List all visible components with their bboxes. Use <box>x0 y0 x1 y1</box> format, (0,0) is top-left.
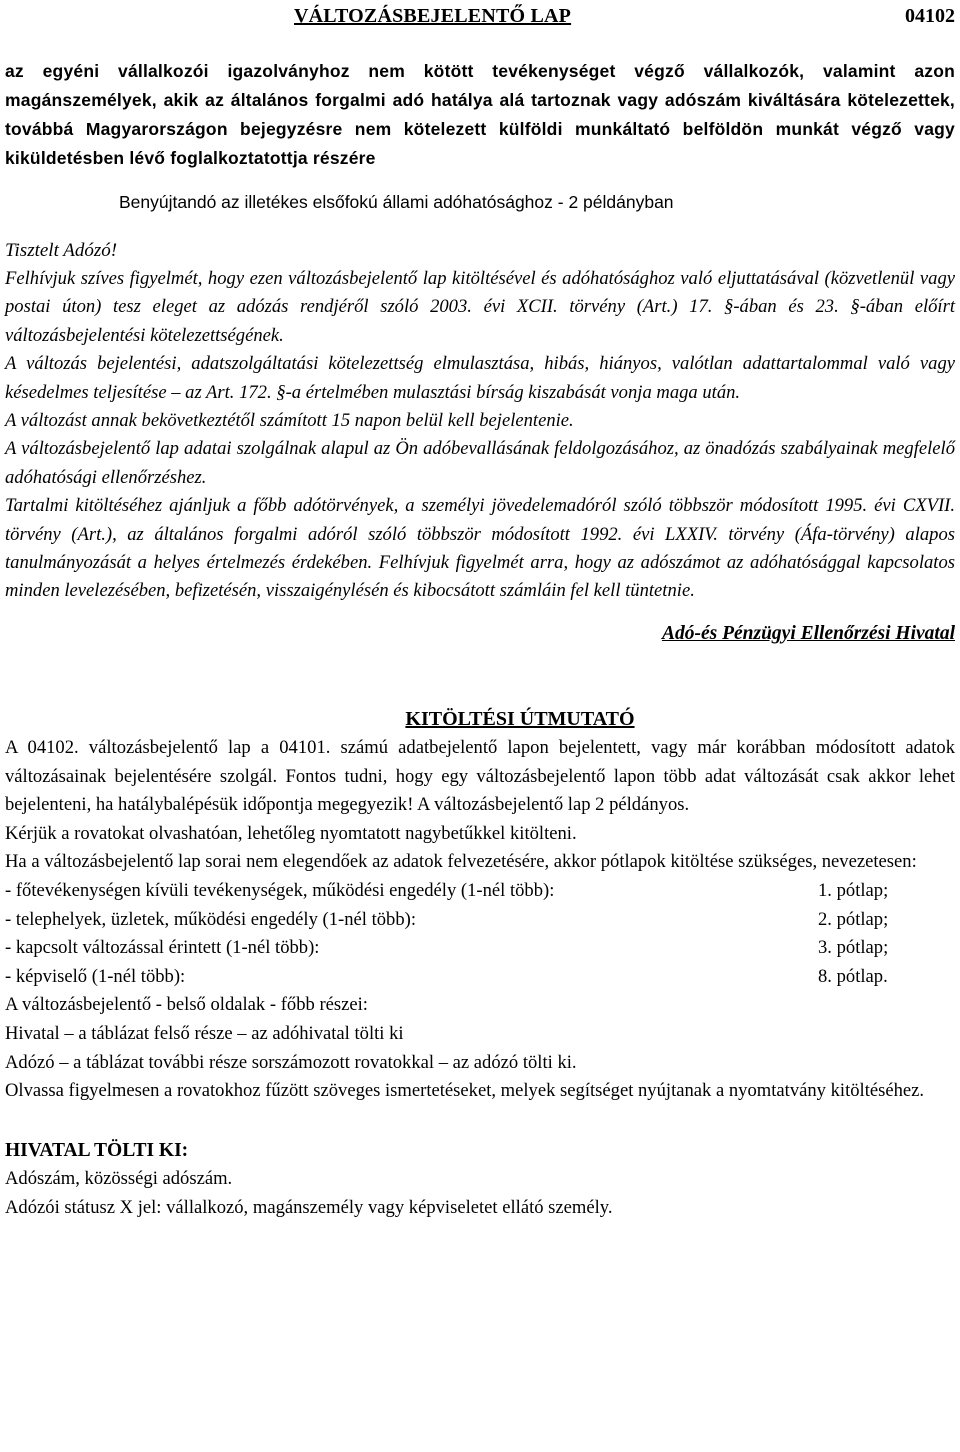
notice-paragraph: A változás bejelentési, adatszolgáltatási kötelezettség elmulasztása, hibás, hiányos, valótlan adattartalommal való vagy késedelmes teljesítése – az Art. 172. §-a értelmében mulasztási bírság kiszabását vonja maga után. <box>5 353 955 403</box>
guide-section <box>5 734 955 1106</box>
list-item <box>5 934 955 963</box>
list-item-label: - kapcsolt változással érintett (1-nél több): <box>5 937 320 959</box>
list-item-value: 2. pótlap; <box>818 908 889 930</box>
salutation: Tisztelt Adózó! <box>5 240 118 261</box>
guide-paragraph: Kérjük a rovatokat olvashatóan, lehetőleg nyomtatott nagybetűkkel kitölteni. <box>5 822 577 844</box>
office-line: Adószám, közösségi adószám. <box>5 1168 233 1190</box>
list-item <box>5 906 955 935</box>
list-item-value: 3. pótlap; <box>818 937 889 959</box>
office-section-title: HIVATAL TÖLTI KI: <box>5 1139 189 1161</box>
list-item <box>5 963 955 992</box>
notice-block <box>5 265 955 606</box>
intro-paragraph: az egyéni vállalkozói igazolványhoz nem kötött tevékenységet végző vállalkozók, valamint azon magánszemélyek, akik az általános forgalmi adó hatálya alá tartoznak vagy adószám kiváltására kötelezettek, továbbá Magyarországon bejegyzésre nem kötelezett külföldi munkáltató belföldön munkát végző vagy kiküldetésben lévő foglalkoztatottja részére <box>5 61 955 168</box>
notice-paragraph: Felhívjuk szíves figyelmét, hogy ezen változásbejelentő lap kitöltésével és adóhatósághoz való eljuttatásával (közvetlenül vagy postai úton) tesz eleget az adózás rendjéről szóló 2003. évi XCII. törvény (Art.) 17. §-ában és 23. §-ában előírt változásbejelentési kötelezettségének. <box>5 268 955 346</box>
guide-paragraph: A változásbejelentő - belső oldalak - főbb részei: <box>5 994 368 1016</box>
list-item-label: - telephelyek, üzletek, működési engedély (1-nél több): <box>5 908 416 930</box>
guide-paragraph: Adózó – a táblázat további része sorszámozott rovatokkal – az adózó tölti ki. <box>5 1051 577 1073</box>
office-section <box>5 1165 955 1222</box>
office-line: Adózói státusz X jel: vállalkozó, magánszemély vagy képviseletet ellátó személy. <box>5 1196 613 1218</box>
list-item-value: 8. pótlap. <box>818 965 888 987</box>
guide-paragraph: Olvassa figyelmesen a rovatokhoz fűzött szöveges ismertetéseket, melyek segítséget nyújtanak a nyomtatvány kitöltéséhez. <box>5 1080 925 1102</box>
guide-title: KITÖLTÉSI ÚTMUTATÓ <box>405 708 635 731</box>
document-title: VÁLTOZÁSBEJELENTŐ LAP <box>294 5 572 27</box>
guide-paragraph: Ha a változásbejelentő lap sorai nem elegendőek az adatok felvezetésére, akkor pótlapok kitöltése szükséges, nevezetesen: <box>5 851 917 873</box>
document-page <box>5 2 955 1223</box>
issuer-signature: Adó-és Pénzügyi Ellenőrzési Hivatal <box>661 622 955 644</box>
form-number: 04102 <box>905 5 955 27</box>
guide-paragraph: A 04102. változásbejelentő lap a 04101. számú adatbejelentő lapon bejelentett, vagy már korábban módosított adatok változásainak bejelentésére szolgál. Fontos tudni, hogy egy változásbejelentő lapon több adat változását csak akkor lehet bejelenteni, ha hatálybalépésük időpontja megegyezik! A változásbejelentő lap 2 példányos. <box>5 737 955 816</box>
notice-paragraph: A változásbejelentő lap adatai szolgálnak alapul az Ön adóbevallásának feldolgozásához, az önadózás szabályainak megfelelő adóhatósági ellenőrzéshez. <box>5 438 955 488</box>
list-item-value: 1. pótlap; <box>818 880 889 902</box>
notice-paragraph: A változást annak bekövetkeztétől számított 15 napon belül kell bejelentenie. <box>5 410 574 432</box>
submission-note: Benyújtandó az illetékes elsőfokú állami adóhatósághoz - 2 példányban <box>119 192 674 212</box>
supplement-list <box>5 877 955 991</box>
list-item-label: - képviselő (1-nél több): <box>5 965 186 987</box>
notice-paragraph: Tartalmi kitöltéséhez ajánljuk a főbb adótörvények, a személyi jövedelemadóról szóló többször módosított 1995. évi CXVII. törvény (Art.), az általános forgalmi adóról szóló többször módosított 1992. évi LXXIV. törvény (Áfa-törvény) alapos tanulmányozását a helyes értelmezés érdekében. Felhívjuk figyelmét arra, hogy az adószámot az adóhatósággal kapcsolatos minden levelezésében, befizetésén, visszaigénylésén és kibocsátott számláin fel kell tüntetnie. <box>5 495 955 602</box>
guide-paragraph: Hivatal – a táblázat felső része – az adóhivatal tölti ki <box>5 1023 404 1044</box>
list-item-label: - főtevékenységen kívüli tevékenységek, működési engedély (1-nél több): <box>5 880 555 902</box>
list-item <box>5 877 955 906</box>
header <box>5 2 955 32</box>
